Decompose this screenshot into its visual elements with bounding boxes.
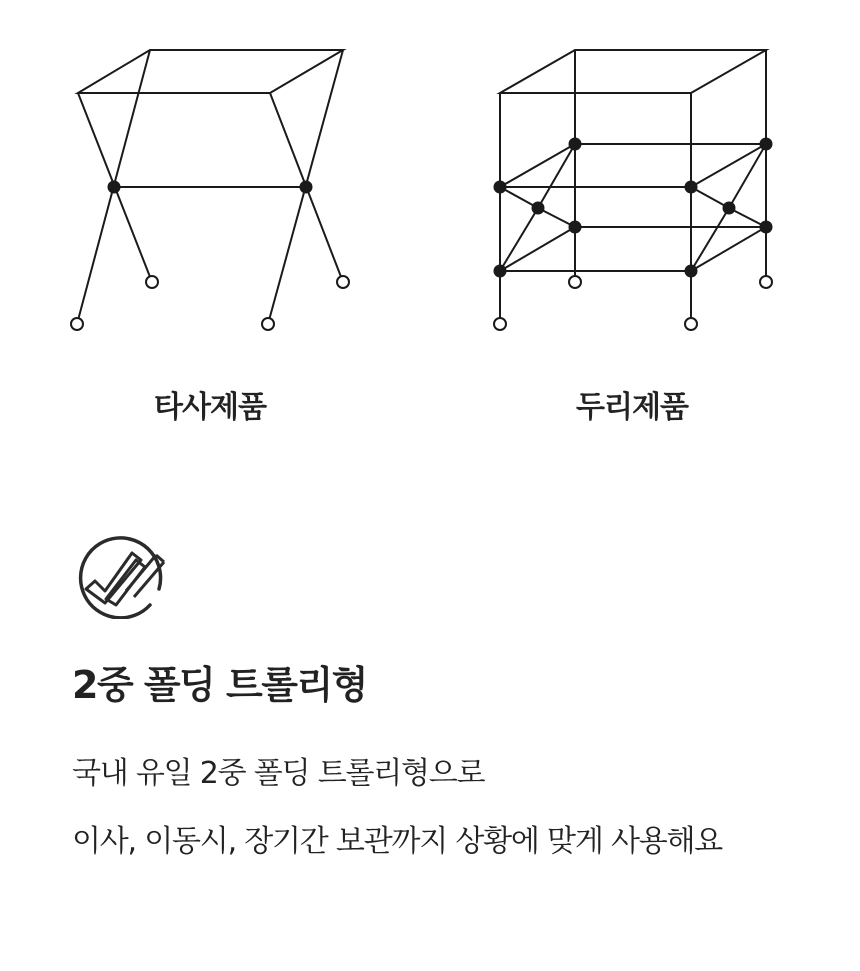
duri-joint: [685, 265, 698, 278]
duri-joint: [569, 221, 582, 234]
comparison-diagrams: [0, 0, 860, 460]
competitor-wheel: [71, 318, 83, 330]
feature-description-line-1: 국내 유일 2중 폴딩 트롤리형으로: [72, 756, 485, 791]
duri-joint: [569, 138, 582, 151]
competitor-top-frame: [78, 50, 343, 93]
feature-title: 2중 폴딩 트롤리형: [72, 663, 367, 707]
competitor-wheel: [262, 318, 274, 330]
competitor-joint: [108, 181, 121, 194]
duri-wheel: [569, 276, 581, 288]
duri-wheel: [685, 318, 697, 330]
duri-joint: [494, 265, 507, 278]
duri-joint: [723, 202, 736, 215]
competitor-joint: [300, 181, 313, 194]
duri-joint: [685, 181, 698, 194]
duri-lower-right-rail: [691, 227, 766, 271]
competitor-wheel: [146, 276, 158, 288]
duri-wheel: [760, 276, 772, 288]
duri-joint: [760, 221, 773, 234]
duri-wheel: [494, 318, 506, 330]
duri-lower-left-rail: [500, 227, 575, 271]
duri-joint: [494, 181, 507, 194]
duri-joint: [532, 202, 545, 215]
duri-joint: [760, 138, 773, 151]
competitor-trolley-diagram: [71, 50, 349, 330]
duri-caption: 두리제품: [576, 390, 688, 425]
duri-trolley-diagram: [494, 50, 773, 330]
duri-upper-left-rail: [500, 144, 575, 187]
competitor-wheel: [337, 276, 349, 288]
double-check-circle-icon: [68, 533, 172, 619]
duri-top-frame: [500, 50, 766, 93]
feature-description-line-2: 이사, 이동시, 장기간 보관까지 상황에 맞게 사용해요: [72, 824, 723, 859]
duri-upper-right-rail: [691, 144, 766, 187]
competitor-caption: 타사제품: [154, 390, 266, 425]
